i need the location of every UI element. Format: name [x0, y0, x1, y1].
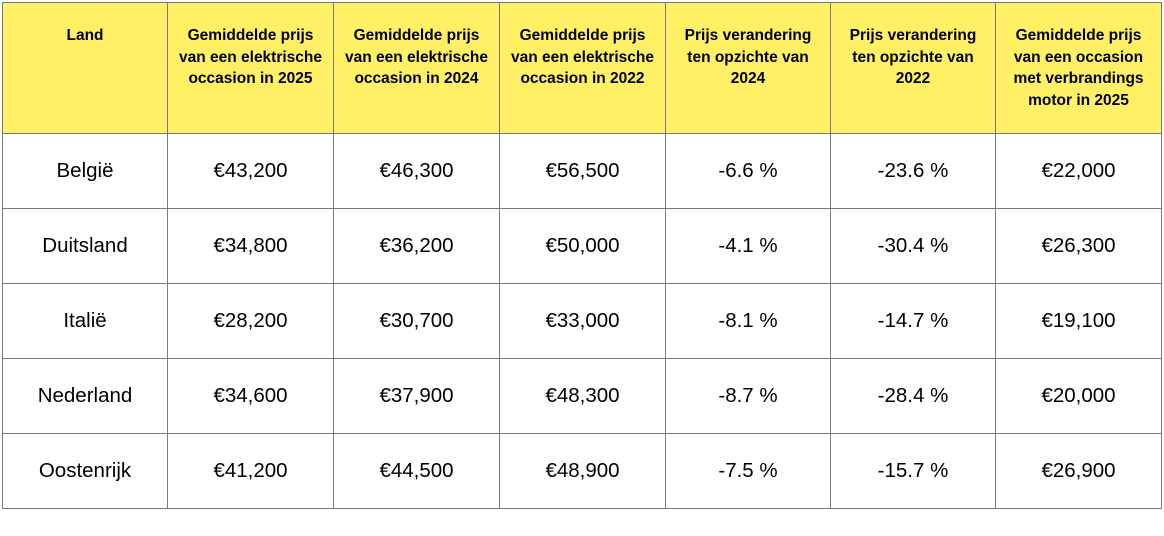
cell-country: Oostenrijk	[3, 434, 168, 509]
cell-ice-price-2025: €26,300	[996, 209, 1162, 284]
cell-ice-price-2025: €26,900	[996, 434, 1162, 509]
header-ev-price-2024: Gemiddelde prijs van een elektrische occasion in 2024	[334, 3, 500, 134]
cell-ev-price-2022: €48,300	[500, 359, 666, 434]
cell-country: België	[3, 134, 168, 209]
header-ev-price-2025: Gemiddelde prijs van een elektrische occasion in 2025	[168, 3, 334, 134]
cell-country: Duitsland	[3, 209, 168, 284]
table-row	[3, 284, 1162, 359]
cell-ev-price-2024: €30,700	[334, 284, 500, 359]
header-ev-price-2022: Gemiddelde prijs van een elektrische occasion in 2022	[500, 3, 666, 134]
cell-ev-price-2022: €56,500	[500, 134, 666, 209]
cell-change-vs-2024: -8.1 %	[666, 284, 831, 359]
cell-ice-price-2025: €20,000	[996, 359, 1162, 434]
cell-change-vs-2022: -23.6 %	[831, 134, 996, 209]
table-row	[3, 134, 1162, 209]
header-land: Land	[3, 3, 168, 134]
cell-change-vs-2024: -8.7 %	[666, 359, 831, 434]
cell-country: Nederland	[3, 359, 168, 434]
price-comparison-table	[2, 2, 1162, 509]
cell-ev-price-2025: €34,600	[168, 359, 334, 434]
table-row	[3, 209, 1162, 284]
cell-ev-price-2024: €46,300	[334, 134, 500, 209]
cell-ice-price-2025: €22,000	[996, 134, 1162, 209]
header-ice-price-2025: Gemiddelde prijs van een occasion met verbrandings motor in 2025	[996, 3, 1162, 134]
cell-country: Italië	[3, 284, 168, 359]
cell-change-vs-2022: -28.4 %	[831, 359, 996, 434]
cell-ev-price-2025: €41,200	[168, 434, 334, 509]
cell-change-vs-2024: -4.1 %	[666, 209, 831, 284]
cell-change-vs-2022: -15.7 %	[831, 434, 996, 509]
cell-ev-price-2024: €36,200	[334, 209, 500, 284]
table-row	[3, 359, 1162, 434]
cell-ev-price-2024: €37,900	[334, 359, 500, 434]
header-row	[3, 3, 1162, 134]
cell-ev-price-2022: €50,000	[500, 209, 666, 284]
cell-ice-price-2025: €19,100	[996, 284, 1162, 359]
cell-ev-price-2024: €44,500	[334, 434, 500, 509]
cell-change-vs-2024: -6.6 %	[666, 134, 831, 209]
cell-change-vs-2022: -14.7 %	[831, 284, 996, 359]
cell-ev-price-2022: €48,900	[500, 434, 666, 509]
cell-ev-price-2025: €34,800	[168, 209, 334, 284]
cell-change-vs-2022: -30.4 %	[831, 209, 996, 284]
cell-change-vs-2024: -7.5 %	[666, 434, 831, 509]
cell-ev-price-2025: €43,200	[168, 134, 334, 209]
table-row	[3, 434, 1162, 509]
cell-ev-price-2022: €33,000	[500, 284, 666, 359]
cell-ev-price-2025: €28,200	[168, 284, 334, 359]
header-change-vs-2024: Prijs verandering ten opzichte van 2024	[666, 3, 831, 134]
header-change-vs-2022: Prijs verandering ten opzichte van 2022	[831, 3, 996, 134]
